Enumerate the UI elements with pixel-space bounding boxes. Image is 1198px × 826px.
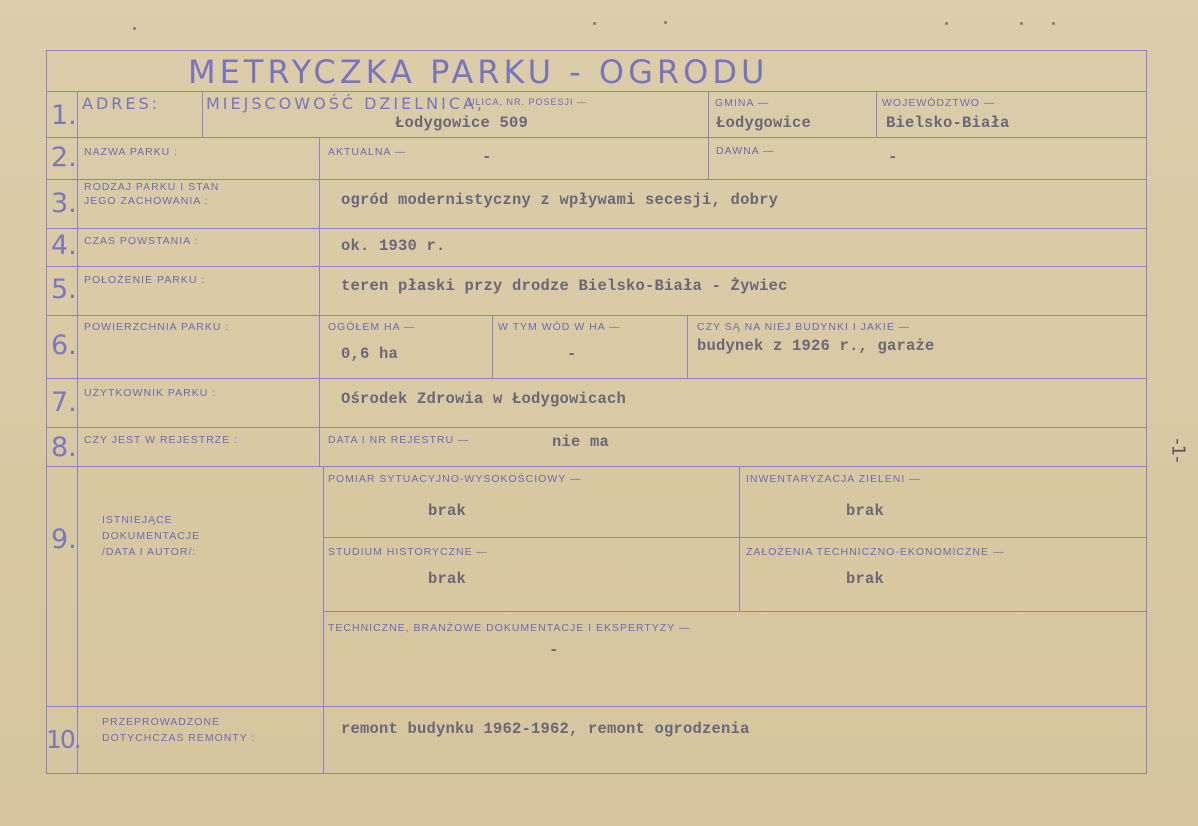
gmina-label: GMINA —	[715, 97, 770, 109]
techniczne-label: TECHNICZNE, BRANŻOWE DOKUMENTACJE I EKSPERTYZY —	[328, 622, 691, 634]
wod-label: W TYM WÓD W HA —	[498, 321, 621, 333]
budynki-label: CZY SĄ NA NIEJ BUDYNKI I JAKIE —	[697, 321, 911, 333]
polozenie-value: teren płaski przy drodze Bielsko-Biała - Żywiec	[341, 277, 788, 295]
techniczne-value: -	[549, 641, 559, 659]
polozenie-label: POŁOŻENIE PARKU :	[84, 274, 206, 286]
powierzchnia-label: POWIERZCHNIA PARKU :	[84, 321, 230, 333]
form-title: METRYCZKA PARKU - OGRODU	[188, 53, 769, 91]
gmina-value: Łodygowice	[716, 114, 812, 132]
rejestr-value: nie ma	[552, 433, 610, 451]
speck	[945, 22, 948, 25]
row-number: 2.	[51, 142, 77, 173]
row-number: 3.	[51, 188, 77, 219]
rodzaj-label-line2: JEGO ZACHOWANIA :	[84, 195, 209, 207]
pomiar-label: POMIAR SYTUACYJNO-WYSOKOŚCIOWY —	[328, 473, 582, 485]
speck	[1052, 22, 1055, 25]
aktualna-label: AKTUALNA —	[328, 146, 407, 158]
dawna-value: -	[888, 148, 898, 166]
form-grid	[46, 50, 1147, 774]
inwentaryzacja-value: brak	[846, 502, 885, 520]
speck	[1020, 22, 1023, 25]
row-number: 7.	[51, 387, 77, 418]
row-number: 5.	[51, 274, 77, 305]
studium-value: brak	[428, 570, 467, 588]
wod-value: -	[567, 345, 577, 363]
zalozenia-value: brak	[846, 570, 885, 588]
ogolem-value: 0,6 ha	[341, 345, 399, 363]
czas-label: CZAS POWSTANIA :	[84, 235, 199, 247]
uzytkownik-value: Ośrodek Zdrowia w Łodygowicach	[341, 390, 627, 408]
dokumentacje-label-line1: ISTNIEJĄCE	[102, 514, 173, 526]
budynki-value: budynek z 1926 r., garaże	[697, 337, 935, 355]
dawna-label: DAWNA —	[716, 145, 775, 157]
row-number: 10.	[46, 725, 80, 754]
row-number: 6.	[51, 330, 77, 361]
rejestr-label: CZY JEST W REJESTRZE :	[84, 434, 239, 446]
data-rejestru-label: DATA I NR REJESTRU —	[328, 434, 470, 446]
adres-label: ADRES:	[82, 94, 161, 113]
row-number: 4.	[51, 230, 77, 261]
page-number: -1-	[1167, 438, 1189, 463]
ogolem-label: OGÓŁEM HA —	[328, 321, 416, 333]
wojewodztwo-label: WOJEWÓDZTWO —	[882, 97, 996, 109]
rodzaj-label-line1: RODZAJ PARKU I STAN	[84, 181, 220, 193]
remonty-value: remont budynku 1962-1962, remont ogrodzenia	[341, 720, 750, 738]
adres-value: Łodygowice 509	[395, 114, 529, 132]
pomiar-value: brak	[428, 502, 467, 520]
row-number: 8.	[51, 432, 77, 463]
dokumentacje-label-line2: DOKUMENTACJE	[102, 530, 201, 542]
miejscowosc-label: MIEJSCOWOŚĆ DZIELNICA,	[206, 94, 486, 113]
remonty-label-line2: DOTYCHCZAS REMONTY :	[102, 732, 256, 744]
wojewodztwo-value: Bielsko-Biała	[886, 114, 1010, 132]
zalozenia-label: ZAŁOŻENIA TECHNICZNO-EKONOMICZNE —	[746, 546, 1005, 558]
ulica-label: ULICA, NR. POSESJI —	[468, 97, 588, 107]
rodzaj-value: ogród modernistyczny z wpływami secesji, dobry	[341, 191, 779, 209]
remonty-label-line1: PRZEPROWADZONE	[102, 716, 221, 728]
speck	[133, 27, 136, 30]
aktualna-value: -	[482, 148, 492, 166]
czas-value: ok. 1930 r.	[341, 237, 446, 255]
row-number: 1.	[51, 100, 77, 131]
nazwa-parku-label: NAZWA PARKU :	[84, 146, 179, 158]
uzytkownik-label: UŻYTKOWNIK PARKU :	[84, 387, 217, 399]
speck	[664, 21, 667, 24]
dokumentacje-label-line3: /DATA I AUTOR/:	[102, 546, 197, 558]
speck	[593, 22, 596, 25]
inwentaryzacja-label: INWENTARYZACJA ZIELENI —	[746, 473, 921, 485]
row-number: 9.	[51, 524, 77, 555]
studium-label: STUDIUM HISTORYCZNE —	[328, 546, 489, 558]
